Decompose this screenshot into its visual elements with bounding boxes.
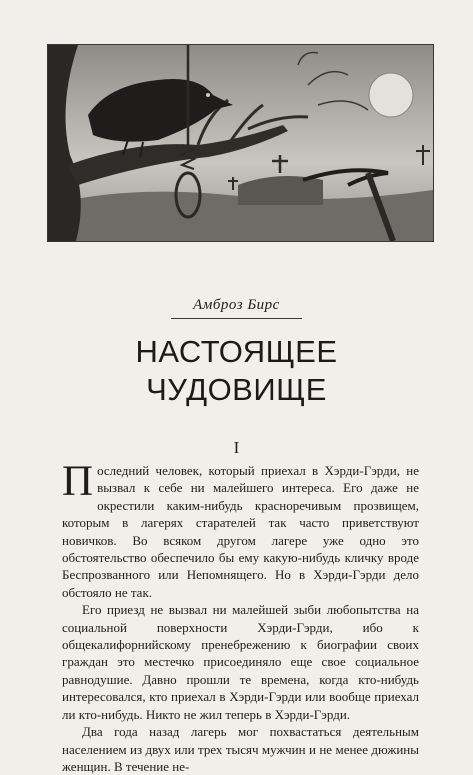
- body-text: [62, 458, 419, 775]
- paragraph-1-text: оследний человек, который приехал в Хэрди-Гэрди, не вызвал к себе ни малейшего интереса. Его даже не окрестили каким-нибудь красноречивым прозвищем, которым в лагерях старателей так часто приветствуют новичков. Во всяком другом лагере уже одно это обстоятельство обеспечило бы ему какую-нибудь кличку вроде Беспрозванного или Непомнящего. Но в Хэрди-Гэрди дело обстояло не так.: [62, 463, 419, 600]
- illustration-raven-noose: [47, 44, 434, 242]
- author-name: Амброз Бирс: [171, 297, 302, 319]
- paragraph-1: [62, 458, 419, 601]
- story-title-line-1: НАСТОЯЩЕЕ: [135, 334, 338, 369]
- engraving-drawing: [48, 45, 433, 241]
- story-title: [0, 333, 473, 409]
- drop-cap: П: [62, 458, 94, 505]
- raven-eye: [206, 93, 210, 97]
- paragraph-3: Два года назад лагерь мог похвастаться деятельным населением из двух или трех тысяч мужчин и не менее дюжины женщин. В течение не-: [62, 724, 419, 774]
- author-block: [0, 296, 473, 319]
- chapter-number: I: [233, 438, 240, 457]
- moon: [369, 73, 413, 117]
- story-title-line-2: ЧУДОВИЩЕ: [146, 372, 327, 407]
- paragraph-2: Его приезд не вызвал ни малейшей зыби любопытства на социальной поверхности Хэрди-Гэрди, ибо к общекалифорнийскому пренебрежению к биографии своих граждан это местечко присоединяло еще свое социальное равнодушие. Давно прошли те времена, когда кто-нибудь интересовался, кто приехал в Хэрди-Гэрди или вообще приехал ли кто-нибудь. Никто не жил теперь в Хэрди-Гэрди.: [62, 602, 419, 722]
